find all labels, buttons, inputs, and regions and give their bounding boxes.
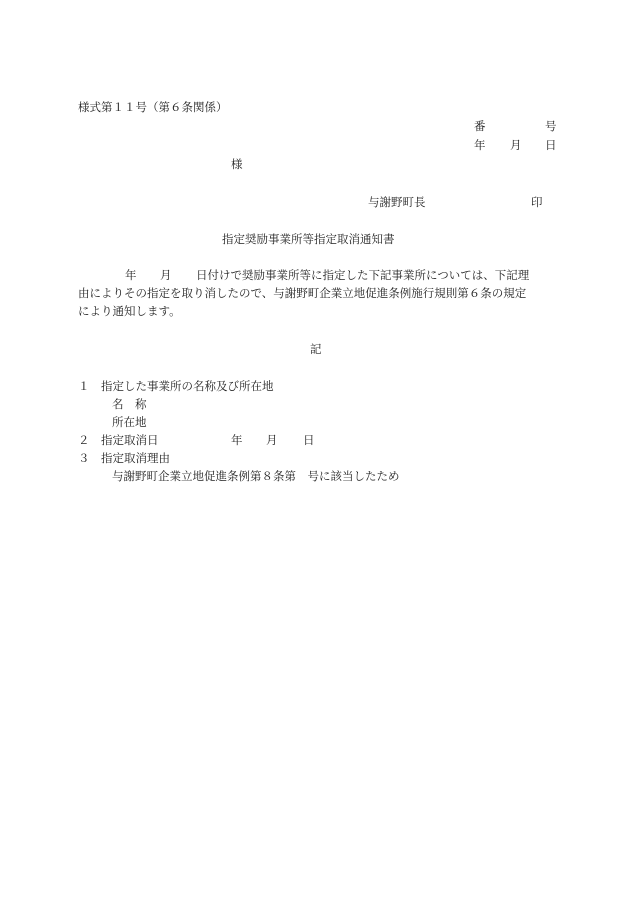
item-3-label: 指定取消理由 [101, 451, 170, 465]
body-date-year: 年 [125, 268, 137, 282]
body-date-month: 月 [160, 268, 172, 282]
seal-label: 印 [531, 195, 543, 209]
body-line-3: により通知します。 [78, 304, 181, 318]
item-1-address-label: 所在地 [112, 415, 147, 429]
item-2-label: 指定取消日 [101, 433, 159, 447]
item-1-number: １ [78, 379, 90, 393]
item-1-name-label: 名 称 [112, 397, 147, 411]
date-year-label: 年 [474, 138, 486, 152]
body-line-1: 日付けで奨励事業所等に指定した下記事業所については、下記理 [196, 268, 530, 282]
item-2-year-label: 年 [231, 433, 243, 447]
item-1-label: 指定した事業所の名称及び所在地 [101, 379, 274, 393]
recipient-suffix: 様 [231, 157, 243, 171]
item-2-number: ２ [78, 433, 90, 447]
date-month-label: 月 [510, 138, 522, 152]
item-2-month-label: 月 [266, 433, 278, 447]
document-title: 指定奨励事業所等指定取消通知書 [222, 232, 395, 246]
item-3-number: ３ [78, 451, 90, 465]
item-3-reason: 与謝野町企業立地促進条例第８条第 号に該当したため [112, 469, 400, 483]
item-2-day-label: 日 [303, 433, 315, 447]
form-number: 様式第１１号（第６条関係） [78, 100, 228, 114]
body-line-2: 由によりその指定を取り消したので、与謝野町企業立地促進条例施行規則第６条の規定 [78, 286, 527, 300]
ki-heading: 記 [310, 342, 322, 356]
number-label-ban: 番 [474, 119, 486, 133]
date-day-label: 日 [545, 138, 557, 152]
issuer-name: 与謝野町長 [368, 195, 426, 209]
number-label-go: 号 [545, 119, 557, 133]
